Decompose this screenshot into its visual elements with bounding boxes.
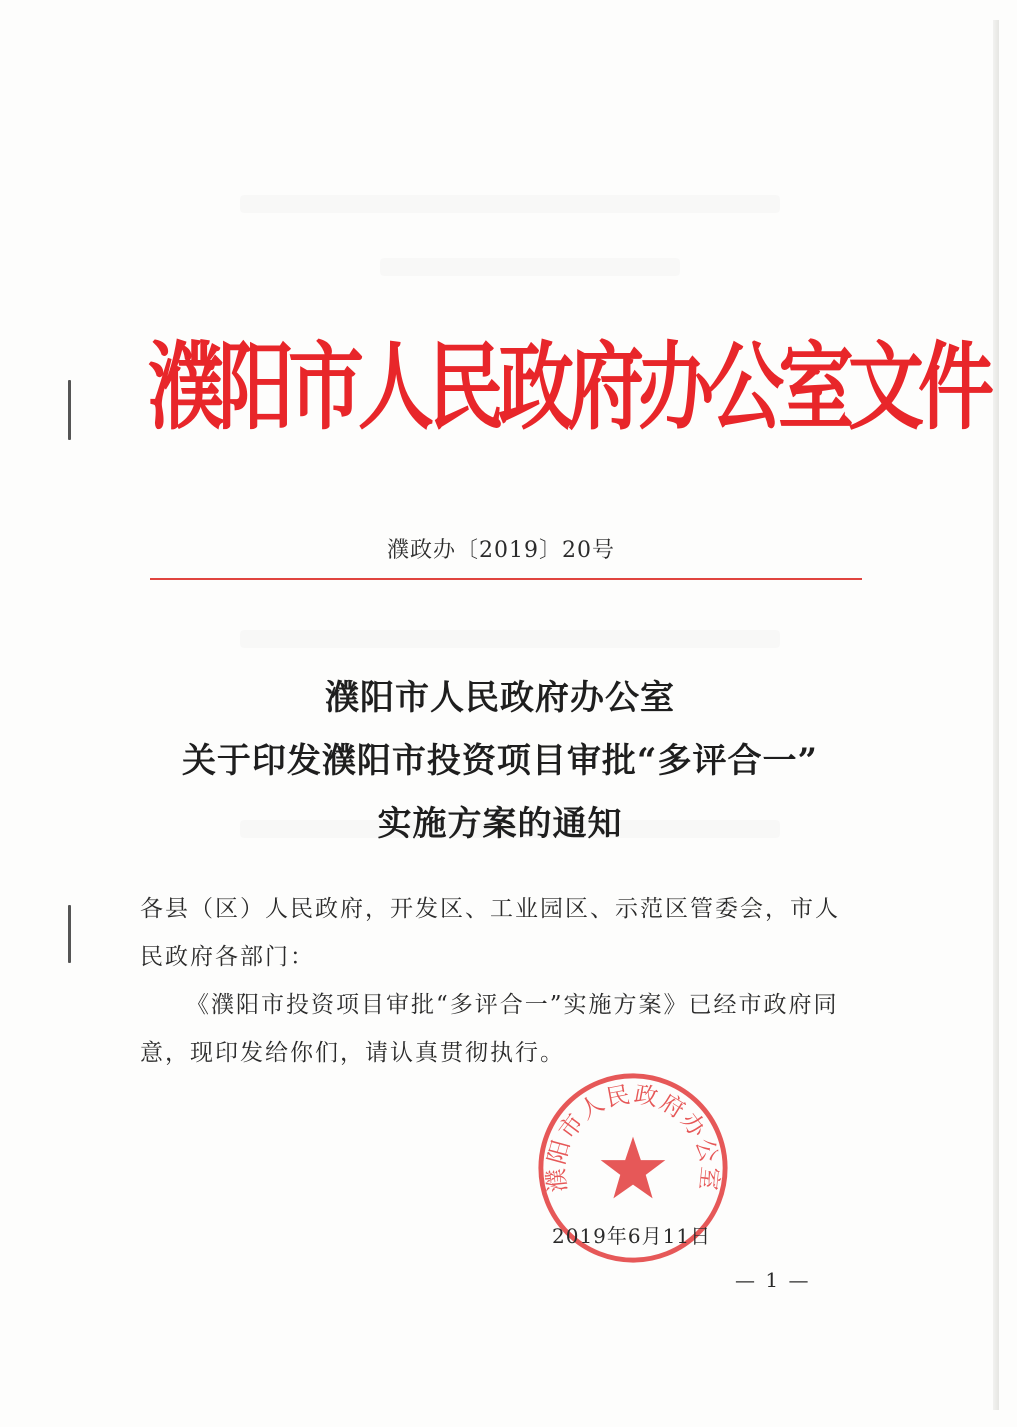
recipients: 各县（区）人民政府，开发区、工业园区、示范区管委会，市人民政府各部门： (140, 896, 840, 970)
bleed-through (240, 630, 780, 648)
seal-text: 濮阳市人民政府办公室 (541, 1079, 725, 1194)
bleed-through (240, 195, 780, 213)
signature-date: 2019年6月11日 (552, 1224, 712, 1248)
red-separator-line (150, 578, 862, 580)
binding-mark (68, 905, 71, 963)
document-number: 濮政办〔2019〕20号 (387, 538, 615, 563)
body-paragraph: 《濮阳市投资项目审批“多评合一”实施方案》已经市政府同意，现印发给你们，请认真贯彻执行。 (140, 992, 839, 1066)
binding-mark (68, 380, 71, 440)
scan-edge (993, 20, 999, 1410)
bleed-through (380, 258, 680, 276)
star-icon (601, 1137, 666, 1199)
document-title-line-2: 关于印发濮阳市投资项目审批“多评合一” (181, 741, 819, 781)
red-header-title: 濮阳市人民政府办公室文件 (148, 331, 988, 443)
page-number: — 1 — (735, 1268, 811, 1292)
document-title-line-3: 实施方案的通知 (377, 804, 623, 844)
document-title-line-1: 濮阳市人民政府办公室 (325, 678, 675, 718)
